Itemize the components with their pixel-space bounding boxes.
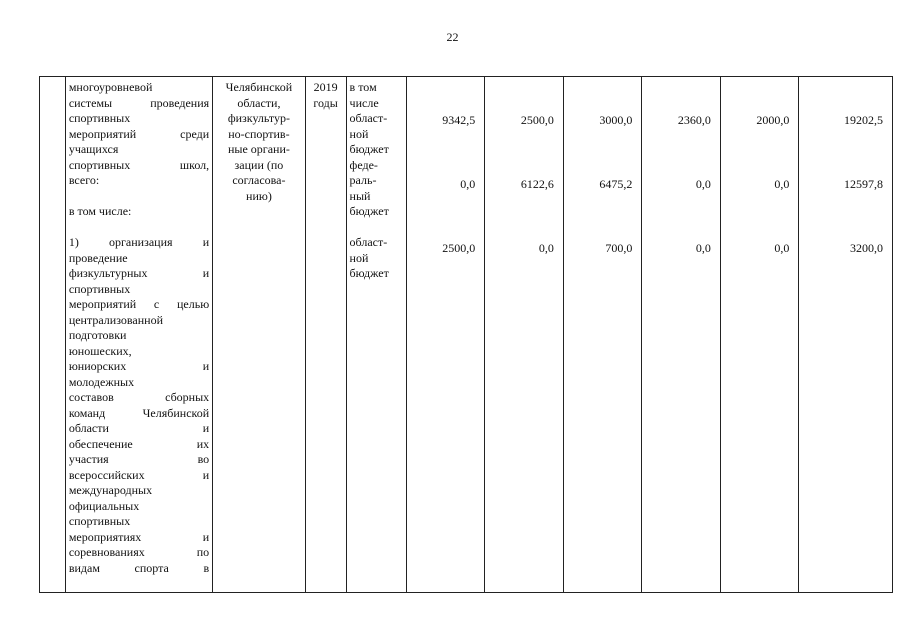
- value-item1: 0,0: [538, 241, 554, 255]
- years-line: 2019: [313, 80, 338, 94]
- value-federal: 6475,2: [599, 177, 633, 191]
- years-cell: [305, 77, 346, 593]
- value-federal: 0,0: [460, 177, 476, 191]
- source-line: числе: [349, 95, 379, 110]
- executor-line: согласова-: [232, 173, 286, 187]
- value-federal-total: 12597,8: [844, 177, 883, 191]
- description-line: мероприятий с целью: [68, 297, 210, 311]
- description-line: спортивных: [68, 281, 131, 296]
- executor-line: зации (по: [234, 157, 284, 172]
- description-line: обеспечение их: [68, 436, 210, 451]
- description-line: централизованной: [68, 312, 163, 327]
- description-line: спортивных: [68, 111, 131, 125]
- source-line: в том: [349, 80, 377, 94]
- source-line: ный: [349, 188, 371, 203]
- value-regional: 9342,5: [442, 113, 476, 127]
- source-line: раль-: [349, 173, 377, 187]
- value-cell-col5: [720, 77, 799, 593]
- description-line: команд Челябинской: [68, 405, 210, 420]
- value-cell-col4: [642, 77, 721, 593]
- source-line: бюджет: [349, 142, 389, 156]
- value-item1: 2500,0: [442, 241, 476, 255]
- executor-line: физкультур-: [227, 111, 290, 125]
- value-cell-col1: [406, 77, 485, 593]
- description-line: всего:: [68, 173, 100, 187]
- executor-line: ные органи-: [227, 142, 290, 156]
- value-regional: 2360,0: [677, 113, 711, 127]
- executor-line: нию): [246, 188, 272, 203]
- value-regional: 2000,0: [756, 113, 790, 127]
- description-line: 1) организация и: [68, 235, 210, 249]
- value-cell-col2: [485, 77, 564, 593]
- value-cell-total: [799, 77, 893, 593]
- description-line: многоуровневой: [68, 80, 153, 94]
- description-line: международных: [68, 483, 153, 497]
- description-subheading: в том числе:: [68, 204, 132, 218]
- budget-table-wrapper: [39, 76, 893, 593]
- source-line: ной: [349, 250, 369, 265]
- years-line: годы: [313, 95, 338, 110]
- funding-source-cell: [346, 77, 406, 593]
- source-line: област-: [349, 111, 388, 125]
- source-line: бюджет: [349, 266, 389, 280]
- description-line: мероприятиях и: [68, 529, 210, 544]
- value-federal: 0,0: [774, 177, 790, 191]
- description-line: мероприятий среди: [68, 126, 210, 141]
- budget-table: [39, 76, 893, 593]
- executor-line: но-спортив-: [228, 126, 290, 141]
- description-line: области и: [68, 421, 210, 435]
- executor-line: Челябинской: [225, 80, 293, 94]
- source-line: ной: [349, 126, 369, 141]
- description-line: физкультурных и: [68, 266, 210, 280]
- description-line: участия во: [68, 452, 210, 466]
- description-line: всероссийских и: [68, 467, 210, 482]
- value-federal: 0,0: [695, 177, 711, 191]
- value-regional-total: 19202,5: [844, 113, 883, 127]
- executor-cell: [213, 77, 306, 593]
- value-item1: 0,0: [695, 241, 711, 255]
- source-line: феде-: [349, 157, 378, 172]
- value-item1-total: 3200,0: [850, 241, 883, 255]
- row-number-cell: [40, 77, 66, 593]
- description-line: видам спорта в: [68, 560, 210, 575]
- description-line: спортивных: [68, 514, 131, 528]
- description-line: составов сборных: [68, 390, 210, 404]
- source-line: област-: [349, 235, 388, 249]
- value-cell-col3: [563, 77, 642, 593]
- page-number: 22: [446, 30, 459, 44]
- executor-line: области,: [237, 95, 281, 110]
- value-regional: 2500,0: [520, 113, 554, 127]
- description-line: спортивных школ,: [68, 157, 210, 172]
- table-row: [40, 77, 893, 593]
- value-federal: 6122,6: [520, 177, 554, 191]
- value-item1: 700,0: [605, 241, 633, 255]
- description-line: системы проведения: [68, 95, 210, 110]
- value-regional: 3000,0: [599, 113, 633, 127]
- description-line: юношеских,: [68, 343, 132, 358]
- value-item1: 0,0: [774, 241, 790, 255]
- description-line: официальных: [68, 498, 140, 513]
- description-line: проведение: [68, 250, 128, 265]
- description-line: учащихся: [68, 142, 119, 156]
- description-line: молодежных: [68, 374, 135, 389]
- description-cell: [65, 77, 212, 593]
- source-line: бюджет: [349, 204, 389, 218]
- description-line: юниорских и: [68, 359, 210, 373]
- description-line: соревнованиях по: [68, 545, 210, 559]
- description-line: подготовки: [68, 328, 127, 342]
